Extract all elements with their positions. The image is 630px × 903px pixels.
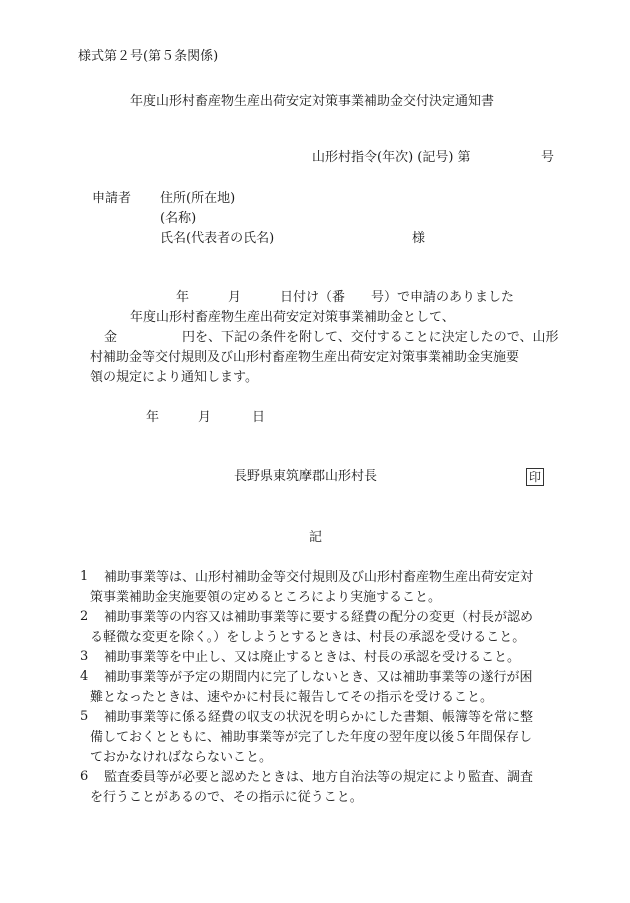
form-number: 様式第２号(第５条関係) — [78, 49, 219, 64]
condition-text-line: 策事業補助金実施要領の定めるところにより実施すること。 — [90, 590, 442, 605]
condition-number: 5 — [80, 709, 89, 724]
condition-text-line: 補助事業等に係る経費の収支の状況を明らかにした書類、帳簿等を常に整 — [104, 710, 534, 725]
issue-date-month: 月 — [198, 410, 212, 425]
applicant-address: 住所(所在地) — [160, 191, 236, 206]
body-line-4: 村補助金等交付規則及び山形村畜産物生産出荷安定対策事業補助金実施要 — [90, 350, 520, 365]
condition-text-line: 補助事業等が予定の期間内に完了しないとき、又は補助事業等の遂行が困 — [104, 670, 533, 685]
condition-text-line: ておかなければならないこと。 — [90, 750, 273, 765]
condition-number: 4 — [80, 669, 89, 684]
body-date-day: 日付け（番 号）で申請のありました — [280, 290, 515, 305]
applicant-representative: 氏名(代表者の氏名) — [160, 231, 275, 246]
reference-label: 山形村指令(年次) (記号) 第 — [312, 150, 471, 165]
issue-date-day: 日 — [252, 410, 266, 425]
applicant-label: 申請者 — [92, 191, 132, 206]
body-line-5: 領の規定により通知します。 — [90, 370, 258, 385]
condition-number: 6 — [80, 769, 89, 784]
body-amount-label: 金 — [104, 330, 118, 345]
condition-text-line: 補助事業等の内容又は補助事業等に要する経費の配分の変更（村長が認め — [104, 610, 534, 625]
condition-number: 1 — [80, 569, 89, 584]
document-title: 年度山形村畜産物生産出荷安定対策事業補助金交付決定通知書 — [130, 94, 495, 109]
condition-text-line: 補助事業等を中止し、又は廃止するときは、村長の承認を受けること。 — [104, 650, 521, 665]
applicant-honorific: 様 — [412, 231, 426, 246]
issuer-name: 長野県東筑摩郡山形村長 — [234, 469, 378, 484]
condition-text-line: 監査委員等が必要と認めたときは、地方自治法等の規定により監査、調査 — [104, 770, 534, 785]
condition-text-line: 備しておくとともに、補助事業等が完了した年度の翌年度以後５年間保存し — [90, 730, 533, 745]
issue-date-year: 年 — [146, 410, 160, 425]
condition-number: 2 — [80, 609, 89, 624]
condition-text-line: る軽微な変更を除く。）をしようとするときは、村長の承認を受けること。 — [90, 630, 526, 645]
body-date-month: 月 — [228, 290, 242, 305]
condition-text-line: 難となったときは、速やかに村長に報告してその指示を受けること。 — [90, 690, 494, 705]
reference-suffix: 号 — [541, 150, 555, 165]
condition-text-line: を行うことがあるので、その指示に従うこと。 — [90, 790, 363, 805]
applicant-name: (名称) — [160, 211, 197, 226]
ki-heading: 記 — [309, 530, 323, 545]
body-line-3: 円を、下記の条件を附して、交付することに決定したので、山形 — [182, 330, 559, 345]
condition-text-line: 補助事業等は、山形村補助金等交付規則及び山形村畜産物生産出荷安定対 — [104, 570, 534, 585]
seal-stamp: 印 — [526, 468, 544, 486]
condition-number: 3 — [80, 649, 89, 664]
body-date-year: 年 — [176, 290, 190, 305]
body-line-2: 年度山形村畜産物生産出荷安定対策事業補助金として、 — [130, 310, 455, 325]
